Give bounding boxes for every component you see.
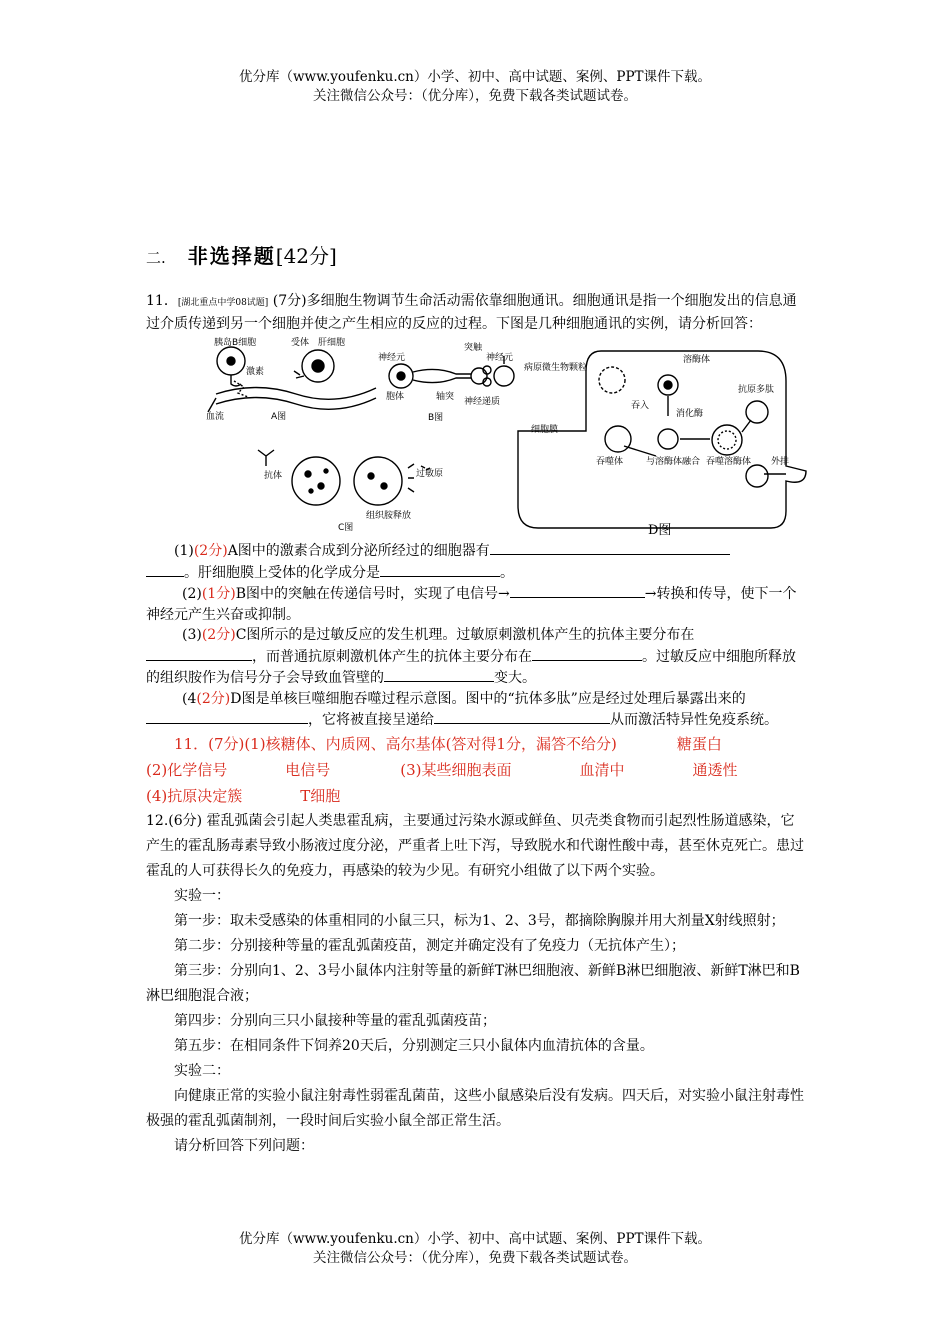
answer-5: (3)某些细胞表面 xyxy=(400,760,512,779)
answer-blank xyxy=(434,709,610,724)
q12-ask: 请分析回答下列问题： xyxy=(174,1137,314,1154)
label-fig-b: B图 xyxy=(428,413,444,423)
label-liver-cell: 肝细胞 xyxy=(318,338,346,348)
q12-step-3: 第三步：分别向1、2、3号小鼠体内注射等量的新鲜T淋巴细胞液、新鲜B淋巴细胞液、新鲜T淋巴和B淋巴细胞混合液； xyxy=(146,962,800,1004)
q12-intro: 12.(6分) 霍乱弧菌会引起人类患霍乱病，主要通过污染水源或鲜鱼、贝壳类食物而引起烈性肠道感染，它产生的霍乱肠毒素导致小肠液过度分泌，严重者上吐下泻，导致脱水和代谢性酸中毒，甚至休克死亡。患过霍乱的人可获得长久的免疫力，再感染的较为少见。有研究小组做了以下两个实验。 xyxy=(146,812,804,879)
label-islet-b-cell: 胰岛B细胞 xyxy=(214,338,257,348)
q12-step-4: 第四步：分别向三只小鼠接种等量的霍乱弧菌疫苗； xyxy=(174,1012,496,1029)
label-fig-a: A图 xyxy=(271,412,287,422)
label-axon: 轴突 xyxy=(436,392,455,402)
answer-1: 11．(7分)(1)核糖体、内质网、高尔基体(答对得1分，漏答不给分) xyxy=(174,734,617,753)
cell-communication-diagram xyxy=(146,336,808,536)
q11-answer-key xyxy=(146,731,808,809)
answer-9: T细胞 xyxy=(300,786,341,805)
label-allergen: 过敏原 xyxy=(416,469,444,479)
answer-blank xyxy=(490,540,730,555)
label-pathogen: 病原微生物颗粒 xyxy=(524,363,588,373)
label-hormone: 激素 xyxy=(246,367,265,377)
footer-line-2: 关注微信公众号：（优分库），免费下载各类试题试卷。 xyxy=(313,1250,637,1266)
q11-intro: 11．[湖北重点中学08试题] (7分)多细胞生物调节生命活动需依靠细胞通讯。细胞通讯是指一个细胞发出的信息通过介质传递到另一个细胞并使之产生相应的反应的过程。下图是几种细胞通讯的实例，请分析回答： xyxy=(146,293,797,332)
q11-part-3: (3)(2分)C图所示的是过敏反应的发生机理。过敏原刺激机体产生的抗体主要分布在 ，而普通抗原刺激机体产生的抗体主要分布在 。过敏反应中细胞所释放的组织胺作为信号分子会导致血管壁的 变大。 xyxy=(146,627,796,686)
header-line-2: 关注微信公众号：（优分库），免费下载各类试题试卷。 xyxy=(313,88,637,104)
q11-figure xyxy=(146,336,808,536)
answer-7: 通透性 xyxy=(692,760,738,779)
label-membrane: 细胞膜 xyxy=(531,425,559,435)
label-histamine: 组织胺释放 xyxy=(366,511,412,521)
section-number: 二. xyxy=(146,249,166,267)
page-header xyxy=(0,68,950,106)
header-line-1: 优分库（www.youfenku.cn）小学、初中、高中试题、案例、PPT课件下载。 xyxy=(238,69,712,85)
label-exocytosis: 外排 xyxy=(771,457,790,467)
q12-step-2: 第二步：分别接种等量的霍乱弧菌疫苗，测定并确定没有了免疫力（无抗体产生）； xyxy=(174,937,685,954)
label-lysosome: 溶酶体 xyxy=(683,355,711,365)
answer-blank xyxy=(532,646,642,661)
q11-source: [湖北重点中学08试题] xyxy=(177,298,269,308)
label-cell-body: 胞体 xyxy=(386,392,405,402)
answer-blank xyxy=(380,562,500,577)
q12-step-1: 第一步：取未受感染的体重相同的小鼠三只，标为1、2、3号，都摘除胸腺并用大剂量X射线照射； xyxy=(174,912,785,929)
q11-part-4: (4(2分)D图是单核巨噬细胞吞噬过程示意图。图中的“抗体多肽”应是经过处理后暴露出来的，它将被直接呈递给 从而激活特异性免疫系统。 xyxy=(146,689,808,731)
label-engulf: 吞入 xyxy=(631,401,650,411)
section-title-text: 非选择题 xyxy=(187,244,276,268)
label-phagosome: 吞噬体 xyxy=(596,457,624,467)
mast-cell-1 xyxy=(292,457,340,505)
exam-content xyxy=(146,291,808,1159)
label-neurotransmitter: 神经递质 xyxy=(464,397,501,407)
label-antibody: 抗体 xyxy=(264,471,283,481)
page-footer xyxy=(0,1230,950,1268)
label-blood-flow: 血流 xyxy=(206,412,225,422)
q11-part-1: (1)(2分)A图中的激素合成到分泌所经过的细胞器有 。肝细胞膜上受体的化学成分是 。 xyxy=(146,540,808,583)
label-digestive-enzyme: 消化酶 xyxy=(676,409,704,419)
section-score: [42分] xyxy=(275,244,337,268)
label-synapse: 突触 xyxy=(464,343,483,353)
label-phagolysosome: 吞噬溶酶体 xyxy=(706,457,752,467)
label-antigen-peptide: 抗原多肽 xyxy=(738,385,775,395)
label-neuron-2: 神经元 xyxy=(486,353,514,363)
label-neuron-1: 神经元 xyxy=(378,353,406,363)
footer-line-1: 优分库（www.youfenku.cn）小学、初中、高中试题、案例、PPT课件下载。 xyxy=(238,1231,712,1247)
q12-step-5: 第五步：在相同条件下饲养20天后，分别测定三只小鼠体内血清抗体的含量。 xyxy=(174,1037,654,1054)
answer-6: 血清中 xyxy=(579,760,625,779)
answer-blank xyxy=(146,562,184,577)
answer-blank xyxy=(146,646,252,661)
pathogen-particle xyxy=(599,367,625,393)
answer-blank xyxy=(146,709,308,724)
q11-part-2: (2)(1分)B图中的突触在传递信号时，实现了电信号→ →转换和传导，使下一个神经元产生兴奋或抑制。 xyxy=(146,583,808,625)
answer-3: (2)化学信号 xyxy=(146,760,228,779)
label-fig-c: C图 xyxy=(338,523,354,533)
mast-cell-2 xyxy=(354,457,402,505)
q12-exp2-title: 实验二： xyxy=(174,1062,230,1079)
section-title xyxy=(146,240,337,269)
q12-exp2: 向健康正常的实验小鼠注射毒性弱霍乱菌苗，这些小鼠感染后没有发病。四天后，对实验小鼠注射毒性极强的霍乱弧菌制剂，一段时间后实验小鼠全部正常生活。 xyxy=(146,1087,804,1129)
label-fuse-lysosome: 与溶酶体融合 xyxy=(646,457,701,467)
answer-blank xyxy=(384,667,494,682)
label-fig-d: D图 xyxy=(648,523,672,536)
answer-4: 电信号 xyxy=(285,760,331,779)
q12-exp1-title: 实验一： xyxy=(174,887,230,904)
answer-blank xyxy=(510,583,645,598)
answer-8: (4)抗原决定簇 xyxy=(146,786,243,805)
label-receptor: 受体 xyxy=(291,338,310,348)
answer-2: 糖蛋白 xyxy=(676,734,722,753)
q12 xyxy=(146,809,808,1159)
